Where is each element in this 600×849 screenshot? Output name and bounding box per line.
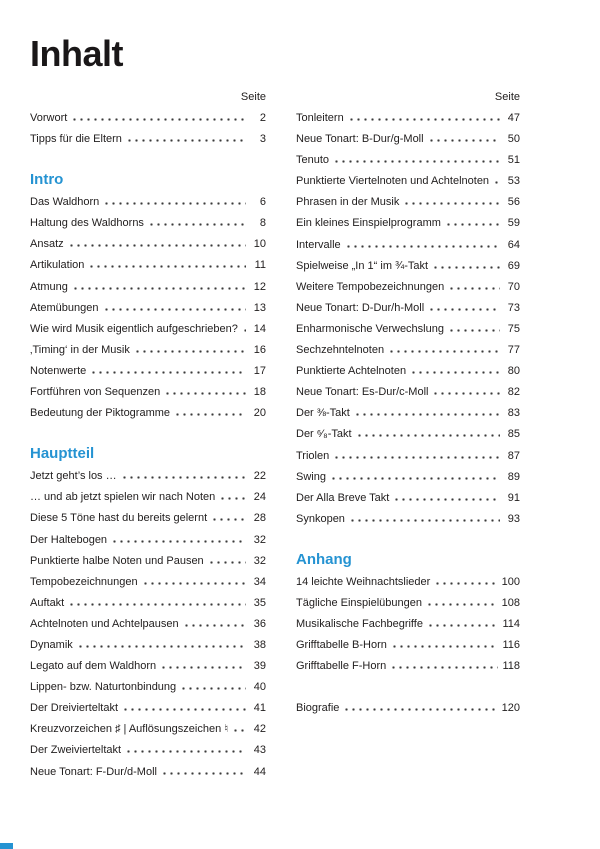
- dot-leader: [410, 371, 500, 374]
- toc-entry-page: 50: [507, 133, 520, 146]
- toc-entry-page: 14: [253, 322, 266, 335]
- toc-entry-label: Neue Tonart: F-Dur/d-Moll: [30, 765, 157, 778]
- toc-entry-label: Wie wird Musik eigentlich aufgeschrieben?: [30, 322, 238, 335]
- toc-entry-page: 22: [253, 470, 266, 483]
- dot-leader: [348, 118, 500, 121]
- dot-leader: [77, 645, 246, 648]
- toc-entry-label: Ein kleines Einspielprogramm: [296, 217, 441, 230]
- toc-entry-page: 44: [253, 765, 266, 778]
- toc-entry: [30, 361, 266, 382]
- dot-leader: [111, 540, 246, 543]
- toc-entry-page: 8: [259, 217, 266, 230]
- dot-leader: [349, 519, 500, 522]
- toc-entry-label: Das Waldhorn: [30, 196, 100, 209]
- toc-entry-page: 17: [253, 364, 266, 377]
- toc-entry-label: Sechzehntelnoten: [296, 344, 385, 357]
- toc-entry-label: Vorwort: [30, 112, 68, 124]
- toc-entry-label: … und ab jetzt spielen wir nach Noten: [30, 491, 216, 504]
- toc-entry-label: Phrasen in der Musik: [296, 196, 400, 209]
- toc-entry-label: Synkopen: [296, 512, 345, 525]
- dot-leader: [103, 202, 246, 205]
- section-heading: Anhang: [296, 550, 352, 568]
- toc-entry-label: Tempobezeichnungen: [30, 575, 138, 588]
- toc-entry: [296, 424, 520, 445]
- dot-leader: [354, 413, 500, 416]
- toc-entry-page: 16: [253, 343, 266, 356]
- toc-entry: [30, 572, 266, 593]
- dot-leader: [428, 308, 500, 311]
- dot-leader: [330, 477, 500, 480]
- dot-leader: [426, 603, 498, 606]
- toc-entry: [296, 467, 520, 488]
- toc-entry: [30, 614, 266, 635]
- toc-entry-page: 56: [507, 196, 520, 209]
- dot-leader: [432, 392, 500, 395]
- toc-entry-label: Der Haltebogen: [30, 533, 108, 546]
- toc-entry: [296, 488, 520, 509]
- toc-columns: [30, 74, 570, 783]
- toc-entry-page: 12: [253, 280, 266, 293]
- toc-entry-label: Legato auf dem Waldhorn: [30, 660, 157, 673]
- toc-entry-label: Tenuto: [296, 154, 330, 167]
- toc-entry-page: 53: [507, 175, 520, 188]
- section-heading: Hauptteil: [30, 445, 95, 463]
- toc-entry-page: 100: [501, 575, 520, 588]
- toc-entry-page: 2: [259, 112, 266, 124]
- toc-entry: [296, 192, 520, 213]
- toc-entry: [296, 277, 520, 298]
- toc-entry-page: 6: [259, 196, 266, 209]
- toc-entry: [30, 255, 266, 276]
- toc-blocks-right: [296, 108, 520, 719]
- toc-entry-label: Punktierte Viertelnoten und Achtelnoten: [296, 175, 490, 188]
- toc-entry-page: 83: [507, 407, 520, 420]
- toc-entry: [296, 340, 520, 361]
- toc-entry-page: 120: [501, 702, 520, 715]
- toc-entry: [296, 614, 520, 635]
- toc-entry: [296, 235, 520, 256]
- dot-leader: [434, 582, 497, 585]
- toc-section: [30, 169, 266, 424]
- dot-leader: [493, 181, 500, 184]
- toc-entry: [30, 277, 266, 298]
- toc-entry-label: Ansatz: [30, 238, 64, 251]
- toc-entry-page: 47: [507, 112, 520, 124]
- toc-entry-page: 40: [253, 681, 266, 694]
- toc-entry-page: 93: [507, 512, 520, 525]
- toc-entry: [30, 656, 266, 677]
- toc-entry-label: 14 leichte Weihnachtslieder: [296, 575, 431, 588]
- toc-entry: [296, 698, 520, 719]
- toc-entry-label: Grifftabelle B-Horn: [296, 639, 387, 652]
- toc-entry-label: Kreuzvorzeichen ♯ | Auflösungszeichen ♮: [30, 723, 229, 736]
- dot-leader: [403, 202, 500, 205]
- toc-entry-label: Weitere Tempobezeichnungen: [296, 280, 445, 293]
- toc-entry-page: 11: [254, 259, 266, 272]
- toc-entry-label: Dynamik: [30, 638, 73, 651]
- toc-blocks-left: [30, 108, 266, 783]
- toc-entry: [30, 551, 266, 572]
- toc-entry-label: Punktierte halbe Noten und Pausen: [30, 554, 204, 567]
- toc-section: [296, 549, 520, 677]
- toc-entry-page: 34: [253, 575, 266, 588]
- toc-entry-label: Der ⁶⁄₈-Takt: [296, 428, 352, 441]
- toc-entry: [30, 677, 266, 698]
- toc-entry-label: Tägliche Einspielübungen: [296, 596, 422, 609]
- dot-leader: [391, 645, 499, 648]
- dot-leader: [445, 223, 500, 226]
- dot-leader: [180, 687, 246, 690]
- toc-entry: [296, 403, 520, 424]
- toc-entry: [30, 698, 266, 719]
- toc-entry-page: 43: [253, 744, 266, 757]
- toc-entry-page: 85: [507, 428, 520, 441]
- toc-entry: [30, 403, 266, 424]
- toc-entry: [296, 509, 520, 530]
- toc-entry: [30, 319, 266, 340]
- toc-entry-label: Enharmonische Verwechslung: [296, 322, 444, 335]
- toc-entry-label: Achtelnoten und Achtelpausen: [30, 617, 179, 630]
- toc-entry-label: ‚Timing‘ in der Musik: [30, 343, 130, 356]
- toc-entry: [296, 129, 520, 150]
- toc-entry: [30, 213, 266, 234]
- toc-entry: [30, 129, 266, 150]
- dot-leader: [164, 392, 246, 395]
- toc-entry: [296, 572, 520, 593]
- toc-entry: [296, 635, 520, 656]
- toc-entry: [30, 762, 266, 783]
- toc-entry-label: Tipps für die Eltern: [30, 133, 122, 146]
- toc-entry-page: 3: [259, 133, 266, 146]
- toc-entry-label: Der Zweivierteltakt: [30, 744, 122, 757]
- dot-leader: [356, 434, 500, 437]
- toc-entry-page: 24: [253, 491, 266, 504]
- toc-entry-label: Punktierte Achtelnoten: [296, 365, 407, 378]
- toc-entry-label: Neue Tonart: B-Dur/g-Moll: [296, 133, 424, 146]
- dot-leader: [134, 350, 246, 353]
- toc-entry: [30, 593, 266, 614]
- dot-leader: [333, 456, 500, 459]
- toc-entry-page: 91: [507, 491, 520, 504]
- toc-entry-page: 87: [507, 449, 520, 462]
- dot-leader: [388, 350, 500, 353]
- page-edge-mark: [0, 843, 13, 849]
- toc-entry: [30, 508, 266, 529]
- toc-entry-page: 77: [507, 344, 520, 357]
- dot-leader: [183, 624, 246, 627]
- dot-leader: [121, 476, 246, 479]
- toc-block: [296, 108, 520, 530]
- page-column-header-right: Seite: [494, 91, 520, 103]
- dot-leader: [208, 561, 246, 564]
- toc-entry: [30, 740, 266, 761]
- toc-entry: [30, 192, 266, 213]
- toc-entry-label: Atemübungen: [30, 301, 99, 314]
- dot-leader: [390, 666, 498, 669]
- toc-entry-label: Der Dreivierteltakt: [30, 702, 119, 715]
- toc-entry-page: 75: [507, 322, 520, 335]
- section-heading: Intro: [30, 171, 64, 189]
- toc-entry-page: 51: [507, 154, 520, 167]
- toc-entry: [296, 150, 520, 171]
- dot-leader: [88, 265, 246, 268]
- toc-entry: [30, 530, 266, 551]
- dot-leader: [427, 624, 498, 627]
- toc-entry-page: 80: [507, 365, 520, 378]
- toc-entry-page: 38: [253, 638, 266, 651]
- toc-entry: [30, 234, 266, 255]
- dot-leader: [393, 498, 500, 501]
- toc-entry-label: Lippen- bzw. Naturtonbindung: [30, 681, 177, 694]
- toc-entry-label: Triolen: [296, 449, 330, 462]
- toc-entry-label: Artikulation: [30, 259, 85, 272]
- toc-entry-page: 41: [253, 702, 266, 715]
- toc-entry: [30, 719, 266, 740]
- page-column-header-left: Seite: [240, 91, 266, 103]
- toc-entry-page: 35: [253, 596, 266, 609]
- toc-entry: [30, 635, 266, 656]
- toc-entry-page: 118: [502, 660, 520, 673]
- toc-entry-page: 59: [507, 217, 520, 230]
- toc-entry: [296, 446, 520, 467]
- toc-entry-label: Notenwerte: [30, 364, 87, 377]
- toc-entry: [296, 298, 520, 319]
- toc-entry-label: Haltung des Waldhorns: [30, 217, 144, 230]
- toc-entry-page: 13: [253, 301, 266, 314]
- toc-entry-page: 82: [507, 386, 520, 399]
- toc-entry-label: Jetzt geht’s los …: [30, 470, 117, 483]
- toc-entry-label: Tonleitern: [296, 112, 344, 124]
- toc-entry: [30, 298, 266, 319]
- toc-column-left: [30, 74, 266, 783]
- dot-leader: [448, 329, 500, 332]
- toc-entry-page: 89: [507, 470, 520, 483]
- toc-entry-page: 64: [507, 238, 520, 251]
- dot-leader: [333, 160, 500, 163]
- dot-leader: [122, 708, 246, 711]
- dot-leader: [68, 244, 246, 247]
- toc-entry-page: 108: [501, 596, 520, 609]
- dot-leader: [148, 223, 246, 226]
- dot-leader: [126, 139, 246, 142]
- toc-entry-label: Biografie: [296, 702, 340, 715]
- toc-entry-page: 73: [507, 301, 520, 314]
- toc-entry-label: Auftakt: [30, 596, 65, 609]
- dot-leader: [428, 139, 500, 142]
- toc-entry-page: 70: [507, 280, 520, 293]
- dot-leader: [174, 413, 246, 416]
- toc-entry: [296, 656, 520, 677]
- toc-entry: [30, 108, 266, 129]
- dot-leader: [211, 518, 246, 521]
- dot-leader: [232, 729, 246, 732]
- toc-entry-label: Grifftabelle F-Horn: [296, 660, 387, 673]
- dot-leader: [345, 245, 500, 248]
- toc-entry-label: Bedeutung der Piktogramme: [30, 407, 171, 420]
- toc-entry-page: 36: [253, 617, 266, 630]
- dot-leader: [219, 497, 246, 500]
- dot-leader: [160, 666, 246, 669]
- toc-entry-label: Der Alla Breve Takt: [296, 491, 390, 504]
- toc-entry-label: Swing: [296, 470, 326, 483]
- dot-leader: [161, 772, 246, 775]
- toc-column-right: [296, 74, 520, 783]
- toc-entry: [296, 256, 520, 277]
- dot-leader: [142, 582, 246, 585]
- toc-entry-label: Atmung: [30, 280, 68, 293]
- toc-entry-page: 32: [253, 533, 266, 546]
- toc-entry-page: 10: [253, 238, 266, 251]
- toc-entry: [30, 340, 266, 361]
- toc-entry-label: Neue Tonart: Es-Dur/c-Moll: [296, 386, 429, 399]
- toc-entry-label: Spielweise „In 1“ im ¾-Takt: [296, 259, 429, 272]
- toc-entry: [296, 593, 520, 614]
- toc-block: [30, 108, 266, 150]
- toc-entry-label: Der ⅜-Takt: [296, 407, 350, 420]
- dot-leader: [68, 603, 246, 606]
- dot-leader: [432, 266, 500, 269]
- toc-entry: [30, 466, 266, 487]
- toc-entry-page: 28: [253, 512, 266, 525]
- toc-entry-page: 18: [253, 386, 266, 399]
- toc-entry: [296, 171, 520, 192]
- toc-entry-label: Fortführen von Sequenzen: [30, 386, 161, 399]
- toc-entry: [296, 319, 520, 340]
- dot-leader: [125, 750, 246, 753]
- toc-entry-label: Musikalische Fachbegriffe: [296, 618, 423, 631]
- toc-entry-page: 114: [502, 618, 520, 631]
- dot-leader: [448, 287, 500, 290]
- toc-entry-page: 69: [507, 259, 520, 272]
- dot-leader: [90, 371, 246, 374]
- toc-entry: [296, 382, 520, 403]
- toc-entry-page: 39: [253, 660, 266, 673]
- toc-entry: [296, 108, 520, 129]
- toc-entry-page: 116: [502, 639, 520, 652]
- dot-leader: [242, 329, 246, 332]
- dot-leader: [72, 287, 246, 290]
- dot-leader: [343, 708, 497, 711]
- toc-entry-page: 32: [253, 554, 266, 567]
- toc-entry-label: Neue Tonart: D-Dur/h-Moll: [296, 301, 425, 314]
- toc-entry: [296, 361, 520, 382]
- dot-leader: [71, 118, 246, 121]
- toc-entry-page: 20: [253, 407, 266, 420]
- toc-entry: [296, 213, 520, 234]
- toc-entry-label: Intervalle: [296, 238, 341, 251]
- toc-entry-label: Diese 5 Töne hast du bereits gelernt: [30, 512, 208, 525]
- toc-entry: [30, 382, 266, 403]
- toc-block: [296, 698, 520, 719]
- toc-section: [30, 443, 266, 782]
- page-title: Inhalt: [30, 33, 123, 74]
- dot-leader: [103, 308, 247, 311]
- toc-entry: [30, 487, 266, 508]
- toc-entry-page: 42: [253, 723, 266, 736]
